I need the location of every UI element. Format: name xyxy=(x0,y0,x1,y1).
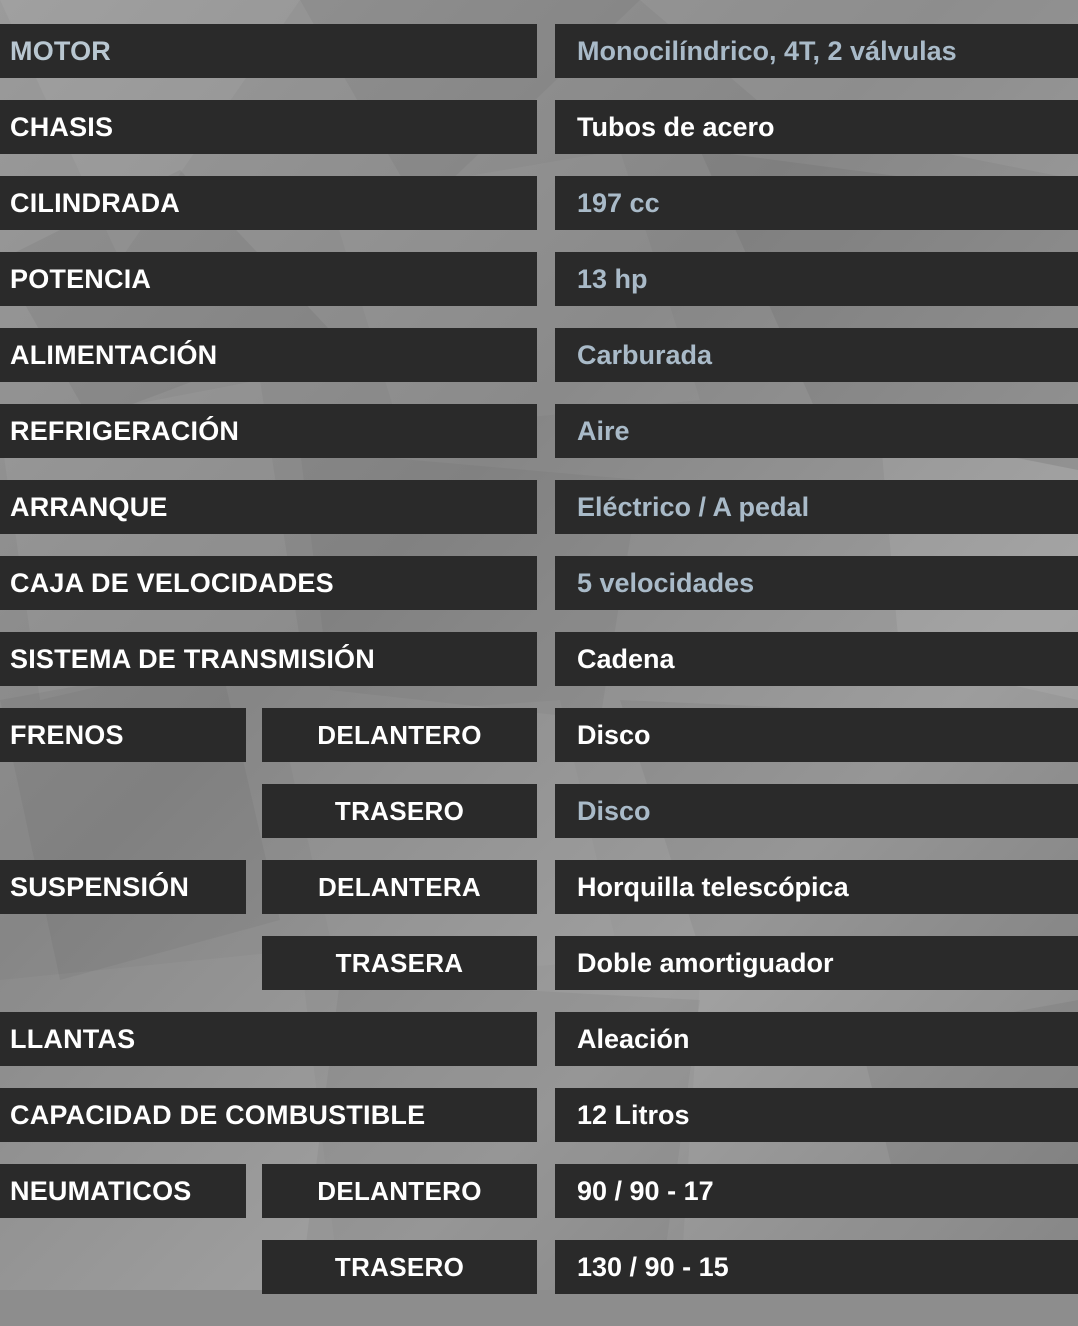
spec-value-cell xyxy=(555,1240,1078,1294)
spec-row xyxy=(0,328,1078,382)
column-gap xyxy=(537,1164,555,1218)
spec-row xyxy=(0,480,1078,534)
spec-value: Disco xyxy=(577,719,651,750)
column-gap xyxy=(537,936,555,990)
spec-row xyxy=(0,252,1078,306)
spec-row xyxy=(0,556,1078,610)
spec-sublabel: DELANTERO xyxy=(317,719,482,750)
spec-label-cell xyxy=(0,1164,246,1218)
spec-label: SUSPENSIÓN xyxy=(10,871,190,902)
spec-sublabel: DELANTERO xyxy=(317,1175,482,1206)
spec-value-cell xyxy=(555,404,1078,458)
spec-label-cell xyxy=(0,556,537,610)
spec-value: Aleación xyxy=(577,1023,690,1054)
column-gap xyxy=(246,708,262,762)
column-gap xyxy=(537,1240,555,1294)
spec-sublabel: TRASERA xyxy=(335,947,464,978)
column-gap xyxy=(246,936,262,990)
column-gap xyxy=(537,100,555,154)
spec-label-cell xyxy=(0,100,537,154)
spec-label: NEUMATICOS xyxy=(10,1175,192,1206)
spec-label-cell xyxy=(0,860,246,914)
column-gap xyxy=(537,784,555,838)
spec-row xyxy=(0,860,1078,914)
spec-label: REFRIGERACIÓN xyxy=(10,415,240,446)
spec-label-cell xyxy=(0,1012,537,1066)
spec-row xyxy=(0,1164,1078,1218)
column-gap xyxy=(537,480,555,534)
spec-value: 5 velocidades xyxy=(577,567,755,598)
spec-value-cell xyxy=(555,1164,1078,1218)
spec-value: 13 hp xyxy=(577,263,648,294)
spec-label-cell xyxy=(0,784,246,838)
spec-sublabel: TRASERO xyxy=(334,1251,465,1282)
spec-label: FRENOS xyxy=(10,719,124,750)
column-gap xyxy=(537,632,555,686)
spec-sublabel-cell xyxy=(262,1164,537,1218)
spec-label: CAJA DE VELOCIDADES xyxy=(10,567,334,598)
spec-label-cell xyxy=(0,404,537,458)
spec-row xyxy=(0,176,1078,230)
spec-value: Cadena xyxy=(577,643,675,674)
spec-value-cell xyxy=(555,860,1078,914)
spec-label: CAPACIDAD DE COMBUSTIBLE xyxy=(10,1099,426,1130)
spec-label-cell xyxy=(0,1240,246,1294)
spec-value-cell xyxy=(555,784,1078,838)
column-gap xyxy=(537,1088,555,1142)
spec-value: Disco xyxy=(577,795,651,826)
spec-label: CILINDRADA xyxy=(10,187,180,218)
spec-label: MOTOR xyxy=(10,35,111,66)
spec-label-cell xyxy=(0,936,246,990)
column-gap xyxy=(537,556,555,610)
spec-row xyxy=(0,1088,1078,1142)
spec-value-cell xyxy=(555,708,1078,762)
spec-label-cell xyxy=(0,252,537,306)
spec-value-cell xyxy=(555,252,1078,306)
spec-sublabel: TRASERO xyxy=(334,795,465,826)
spec-sublabel-cell xyxy=(262,708,537,762)
spec-value-cell xyxy=(555,176,1078,230)
column-gap xyxy=(246,1240,262,1294)
spec-row xyxy=(0,404,1078,458)
column-gap xyxy=(537,328,555,382)
spec-sublabel-cell xyxy=(262,860,537,914)
spec-row xyxy=(0,936,1078,990)
spec-label: CHASIS xyxy=(10,111,114,142)
spec-label: LLANTAS xyxy=(10,1023,136,1054)
spec-sublabel-cell xyxy=(262,784,537,838)
spec-value-cell xyxy=(555,632,1078,686)
spec-label-cell xyxy=(0,176,537,230)
spec-value: Monocilíndrico, 4T, 2 válvulas xyxy=(577,35,957,66)
spec-value: Horquilla telescópica xyxy=(577,871,849,902)
spec-row xyxy=(0,632,1078,686)
column-gap xyxy=(246,1164,262,1218)
spec-label: POTENCIA xyxy=(10,263,152,294)
spec-row xyxy=(0,1012,1078,1066)
spec-label-cell xyxy=(0,328,537,382)
spec-sublabel: DELANTERA xyxy=(317,871,482,902)
spec-row xyxy=(0,100,1078,154)
spec-row xyxy=(0,708,1078,762)
spec-value-cell xyxy=(555,936,1078,990)
spec-label: ALIMENTACIÓN xyxy=(10,339,218,370)
spec-label-cell xyxy=(0,24,537,78)
spec-row xyxy=(0,784,1078,838)
spec-value-cell xyxy=(555,1088,1078,1142)
spec-label-cell xyxy=(0,1088,537,1142)
column-gap xyxy=(537,708,555,762)
spec-value: Aire xyxy=(577,415,630,446)
spec-row xyxy=(0,1240,1078,1294)
spec-value: Doble amortiguador xyxy=(577,947,834,978)
spec-value: 90 / 90 - 17 xyxy=(577,1175,714,1206)
column-gap xyxy=(246,784,262,838)
spec-sublabel-cell xyxy=(262,936,537,990)
spec-value-cell xyxy=(555,24,1078,78)
spec-label-cell xyxy=(0,632,537,686)
spec-value-cell xyxy=(555,328,1078,382)
spec-value-cell xyxy=(555,556,1078,610)
spec-value: Tubos de acero xyxy=(577,111,775,142)
spec-value-cell xyxy=(555,100,1078,154)
spec-value-cell xyxy=(555,480,1078,534)
spec-label-cell xyxy=(0,708,246,762)
spec-label: ARRANQUE xyxy=(10,491,168,522)
column-gap xyxy=(537,1012,555,1066)
column-gap xyxy=(537,252,555,306)
column-gap xyxy=(537,404,555,458)
spec-value: 130 / 90 - 15 xyxy=(577,1251,729,1282)
column-gap xyxy=(537,860,555,914)
column-gap xyxy=(246,860,262,914)
column-gap xyxy=(537,176,555,230)
spec-value: Carburada xyxy=(577,339,713,370)
spec-value: Eléctrico / A pedal xyxy=(577,491,810,522)
spec-value-cell xyxy=(555,1012,1078,1066)
spec-label-cell xyxy=(0,480,537,534)
spec-sublabel-cell xyxy=(262,1240,537,1294)
spec-value: 197 cc xyxy=(577,187,660,218)
spec-row xyxy=(0,24,1078,78)
spec-value: 12 Litros xyxy=(577,1099,690,1130)
spec-label: SISTEMA DE TRANSMISIÓN xyxy=(10,643,375,674)
column-gap xyxy=(537,24,555,78)
